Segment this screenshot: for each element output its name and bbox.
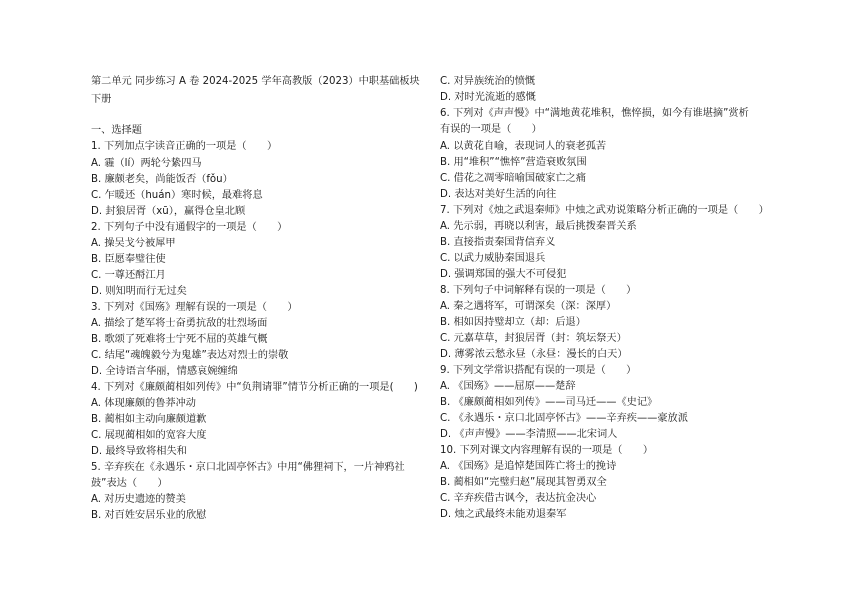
right-line: 6. 下列对《声声慢》中“满地黄花堆积，憔悴损，如今有谁堪摘”赏析 bbox=[440, 108, 749, 119]
left-line: 2. 下列句子中没有通假字的一项是（ ） bbox=[91, 222, 288, 233]
right-line: D. 烛之武最终未能劝退秦军 bbox=[440, 509, 567, 520]
right-line: B. 《廉颇蔺相如列传》——司马迁——《史记》 bbox=[440, 397, 658, 408]
left-line: D. 则知明而行无过矣 bbox=[91, 286, 187, 297]
left-line: A. 体现廉颇的鲁莽冲动 bbox=[91, 398, 196, 409]
left-line: 1. 下列加点字读音正确的一项是（ ） bbox=[91, 141, 278, 152]
left-line: B. 廉颇老矣，尚能饭否（fǒu） bbox=[91, 174, 233, 185]
left-line: 鼓”表达（ ） bbox=[91, 478, 168, 489]
left-line: B. 蔺相如主动向廉颇道歉 bbox=[91, 414, 207, 425]
right-line: B. 相如因持璧却立（却：后退） bbox=[440, 317, 586, 328]
right-line: 有误的一项是（ ） bbox=[440, 124, 542, 135]
right-line: C. 以武力威胁秦国退兵 bbox=[440, 253, 546, 264]
right-line: D. 表达对美好生活的向往 bbox=[440, 189, 557, 200]
right-line: A. 秦之遇将军，可谓深矣（深：深厚） bbox=[440, 301, 617, 312]
right-line: C. 辛弃疾借古讽今，表达抗金决心 bbox=[440, 493, 597, 504]
document-title-line-2: 下册 bbox=[91, 94, 112, 105]
right-line: A. 《国殇》是追悼楚国阵亡将士的挽诗 bbox=[440, 461, 617, 472]
right-line: A. 《国殇》——屈原——楚辞 bbox=[440, 381, 576, 392]
left-line: D. 封狼居胥（xū），赢得仓皇北顾 bbox=[91, 206, 246, 217]
right-line: D. 《声声慢》——李清照——北宋词人 bbox=[440, 429, 618, 440]
right-line: C. 《永遇乐・京口北固亭怀古》——辛弃疾——豪放派 bbox=[440, 413, 688, 424]
right-line: B. 用“堆积”“憔悴”营造衰败氛围 bbox=[440, 157, 587, 168]
left-line: A. 霾（lí）两轮兮絷四马 bbox=[91, 158, 202, 169]
left-line: A. 对历史遗迹的赞美 bbox=[91, 494, 186, 505]
left-line: D. 全诗语言华丽，情感哀婉缠绵 bbox=[91, 366, 238, 377]
right-line: D. 强调郑国的强大不可侵犯 bbox=[440, 269, 567, 280]
left-line: 5. 辛弃疾在《永遇乐・京口北固亭怀古》中用“佛狸祠下，一片神鸦社 bbox=[91, 462, 405, 473]
left-line: B. 臣愿奉璧往使 bbox=[91, 254, 166, 265]
left-line: 3. 下列对《国殇》理解有误的一项是（ ） bbox=[91, 302, 298, 313]
left-line: B. 对百姓安居乐业的欣慰 bbox=[91, 510, 207, 521]
document-title-line-1: 第二单元 同步练习 A 卷 2024-2025 学年高教版（2023）中职基础板块 bbox=[91, 76, 420, 87]
right-line: 9. 下列文学常识搭配有误的一项是（ ） bbox=[440, 365, 637, 376]
right-line: B. 蔺相如“完璧归赵”展现其智勇双全 bbox=[440, 477, 607, 488]
left-line: D. 最终导致将相失和 bbox=[91, 446, 187, 457]
right-line: D. 对时光流逝的感慨 bbox=[440, 92, 536, 103]
left-line: C. 展现蔺相如的宽容大度 bbox=[91, 430, 207, 441]
left-line: A. 描绘了楚军将士奋勇抗敌的壮烈场面 bbox=[91, 318, 268, 329]
right-line: A. 先示弱，再晓以利害，最后挑拨秦晋关系 bbox=[440, 221, 637, 232]
left-line: 4. 下列对《廉颇蔺相如列传》中“负荆请罪”情节分析正确的一项是( ) bbox=[91, 382, 418, 393]
right-line: D. 薄雾浓云愁永昼（永昼：漫长的白天） bbox=[440, 349, 628, 360]
right-line: 10. 下列对课文内容理解有误的一项是（ ） bbox=[440, 445, 654, 456]
left-line: B. 歌颂了死难将士宁死不屈的英雄气概 bbox=[91, 334, 268, 345]
right-line: A. 以黄花自喻，表现词人的衰老孤苦 bbox=[440, 141, 607, 152]
right-line: C. 元嘉草草，封狼居胥（封：筑坛祭天） bbox=[440, 333, 627, 344]
right-line: 8. 下列句子中词解释有误的一项是（ ） bbox=[440, 285, 637, 296]
left-line: C. 乍暖还（huán）寒时候，最难将息 bbox=[91, 190, 263, 201]
right-line: C. 借花之凋零暗喻国破家亡之痛 bbox=[440, 173, 587, 184]
section-heading: 一、选择题 bbox=[91, 125, 142, 136]
right-line: C. 对异族统治的愤慨 bbox=[440, 76, 536, 87]
right-line: B. 直接指责秦国背信弃义 bbox=[440, 237, 556, 248]
left-line: C. 结尾“魂魄毅兮为鬼雄”表达对烈士的崇敬 bbox=[91, 350, 289, 361]
left-line: C. 一尊还酹江月 bbox=[91, 270, 166, 281]
left-line: A. 操吴戈兮被犀甲 bbox=[91, 238, 176, 249]
right-line: 7. 下列对《烛之武退秦师》中烛之武劝说策略分析正确的一项是（ ） bbox=[440, 205, 769, 216]
